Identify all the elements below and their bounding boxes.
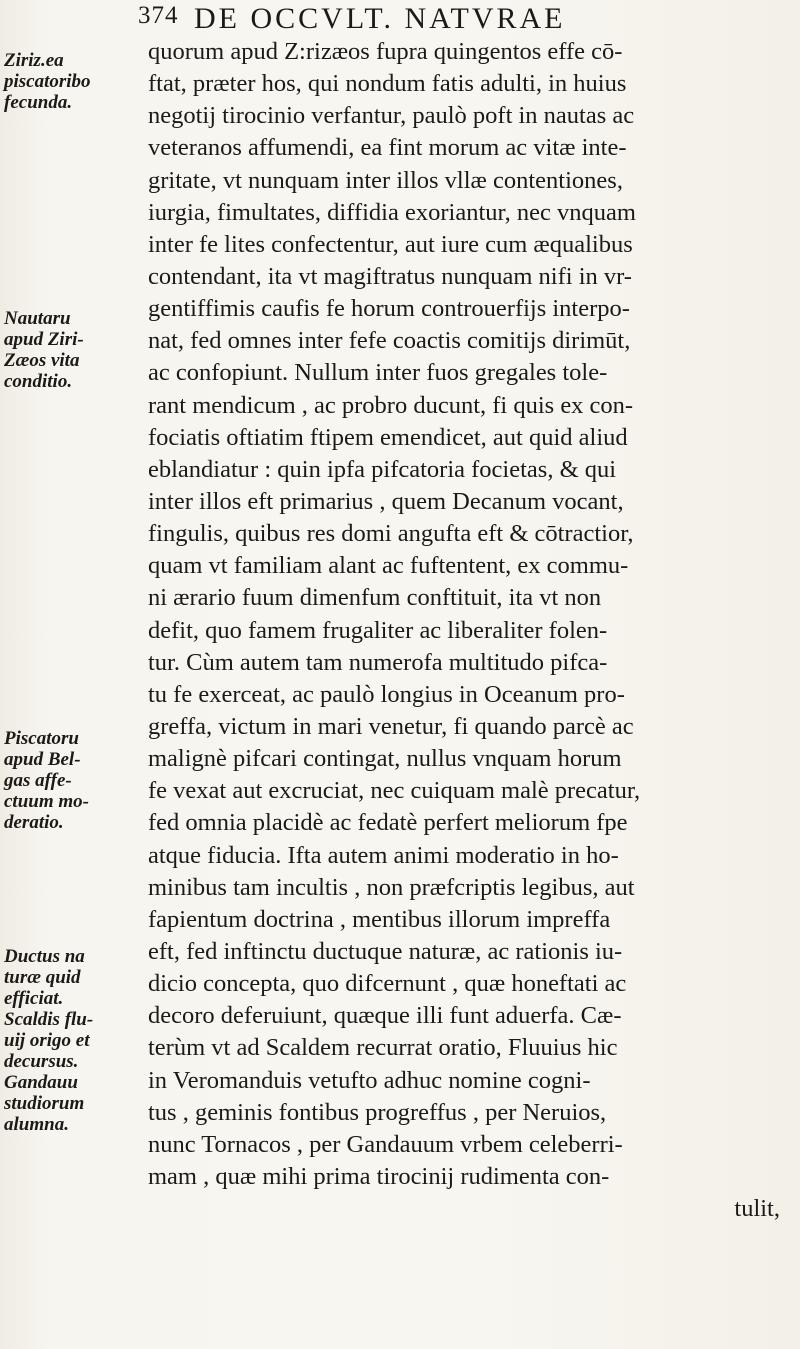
margin-note-ductus: [4, 946, 142, 1135]
text-line: inter fe lites confectentur, aut iure cum æqualibus: [148, 230, 633, 258]
margin-note-line: efficiat.: [4, 988, 64, 1009]
text-line: gentiffimis caufis fe horum controuerfijs interpo-: [148, 295, 630, 323]
text-line: fingulis, quibus res domi angufta eft & cōtractior,: [148, 520, 634, 548]
text-line: fapientum doctrina , mentibus illorum impreffa: [148, 905, 611, 933]
text-line: veteranos affumendi, ea fint morum ac vitæ inte-: [148, 134, 627, 162]
margin-note-ziriz: [4, 50, 142, 113]
main-text-column: [148, 36, 788, 1225]
margin-note-line: ctuum mo-: [4, 791, 89, 812]
text-line: rant mendicum , ac probro ducunt, fi quis ex con-: [148, 391, 634, 419]
text-line: ni ærario fuum dimenfum conftituit, ita vt non: [148, 584, 602, 612]
text-line: gritate, vt nunquam inter illos vllæ contentiones,: [148, 166, 623, 194]
margin-note-line: piscatoribo: [4, 71, 91, 92]
text-line: terùm vt ad Scaldem recurrat oratio, Fluuius hic: [148, 1034, 618, 1062]
margin-note-line: Scaldis flu-: [4, 1009, 94, 1030]
text-line: iurgia, fimultates, diffidia exoriantur, nec vnquam: [148, 198, 636, 226]
text-line: greffa, victum in mari venetur, fi quando parcè ac: [148, 712, 634, 740]
text-line: quam vt familiam alant ac fuftentent, ex commu-: [148, 552, 629, 580]
text-line: decoro deferuiunt, quæque illi funt aduerfa. Cæ-: [148, 1002, 622, 1030]
text-line: in Veromanduis vetufto adhuc nomine cogni-: [148, 1066, 591, 1094]
margin-note-line: Nautaru: [4, 308, 71, 329]
text-line: mam , quæ mihi prima tirocinij rudimenta con-: [148, 1162, 610, 1190]
text-line: quorum apud Z:rizæos fupra quingentos effe cō-: [148, 38, 623, 65]
text-line: fociatis oftiatim ftipem emendicet, aut quid aliud: [148, 423, 628, 451]
page-number: 374: [138, 2, 179, 29]
text-line: eblandiatur : quin ipfa pifcatoria focietas, & qui: [148, 455, 617, 483]
page-header: [128, 2, 768, 36]
text-line: tus , geminis fontibus progreffus , per Neruios,: [148, 1098, 607, 1126]
margin-note-line: fecunda.: [4, 92, 73, 113]
margin-note-line: conditio.: [4, 371, 73, 392]
margin-note-line: studiorum: [4, 1093, 85, 1114]
text-line: nunc Tornacos , per Gandauum vrbem celeberri-: [148, 1130, 623, 1158]
margin-note-line: Ductus na: [4, 946, 85, 967]
margin-note-piscatorum: [4, 728, 142, 833]
text-line: malignè pifcari contingat, nullus vnquam horum: [148, 745, 622, 773]
text-line: eft, fed inftinctu ductuque naturæ, ac rationis iu-: [148, 937, 623, 965]
text-line: tur. Cùm autem tam numerofa multitudo pifca-: [148, 648, 608, 676]
margin-note-line: Gandauu: [4, 1072, 78, 1093]
margin-note-line: Piscatoru: [4, 728, 79, 749]
margin-note-line: decursus.: [4, 1051, 79, 1072]
margin-note-nautarum: [4, 308, 142, 392]
text-line: fed omnia placidè ac fedatè perfert meliorum fpe: [148, 809, 628, 837]
text-line: negotij tirocinio verfantur, paulò poft in nautas ac: [148, 102, 635, 130]
margin-note-line: apud Ziri-: [4, 329, 84, 350]
text-line: ftat, præter hos, qui nondum fatis adulti, in huius: [148, 70, 627, 98]
margin-note-line: apud Bel-: [4, 749, 81, 770]
margin-note-line: uij origo et: [4, 1030, 90, 1051]
margin-note-line: alumna.: [4, 1114, 69, 1135]
running-title: DE OCCVLT. NATVRAE: [194, 2, 566, 35]
text-line: nat, fed omnes inter fefe coactis comitijs dirimūt,: [148, 327, 631, 355]
margin-note-line: deratio.: [4, 812, 64, 833]
text-line: defit, quo famem frugaliter ac liberaliter folen-: [148, 616, 608, 644]
margin-note-line: Ziriz.ea: [4, 50, 64, 71]
text-line: minibus tam incultis , non præfcriptis legibus, aut: [148, 873, 635, 901]
text-line: dicio concepta, quo difcernunt , quæ honeftati ac: [148, 970, 627, 998]
margin-note-line: Zæos vita: [4, 350, 80, 371]
text-line: fe vexat aut excruciat, nec cuiquam malè precatur,: [148, 777, 641, 805]
margin-note-line: turæ quid: [4, 967, 81, 988]
text-line: tu fe exerceat, ac paulò longius in Oceanum pro-: [148, 680, 625, 708]
text-line: inter illos eft primarius , quem Decanum vocant,: [148, 487, 624, 515]
catchword-line: tulit,: [734, 1195, 780, 1223]
text-line: ac confopiunt. Nullum inter fuos gregales tole-: [148, 359, 608, 387]
text-line: contendant, ita vt magiftratus nunquam nifi in vr-: [148, 262, 632, 290]
margin-note-line: gas affe-: [4, 770, 72, 791]
text-line: atque fiducia. Ifta autem animi moderatio in ho-: [148, 841, 619, 869]
